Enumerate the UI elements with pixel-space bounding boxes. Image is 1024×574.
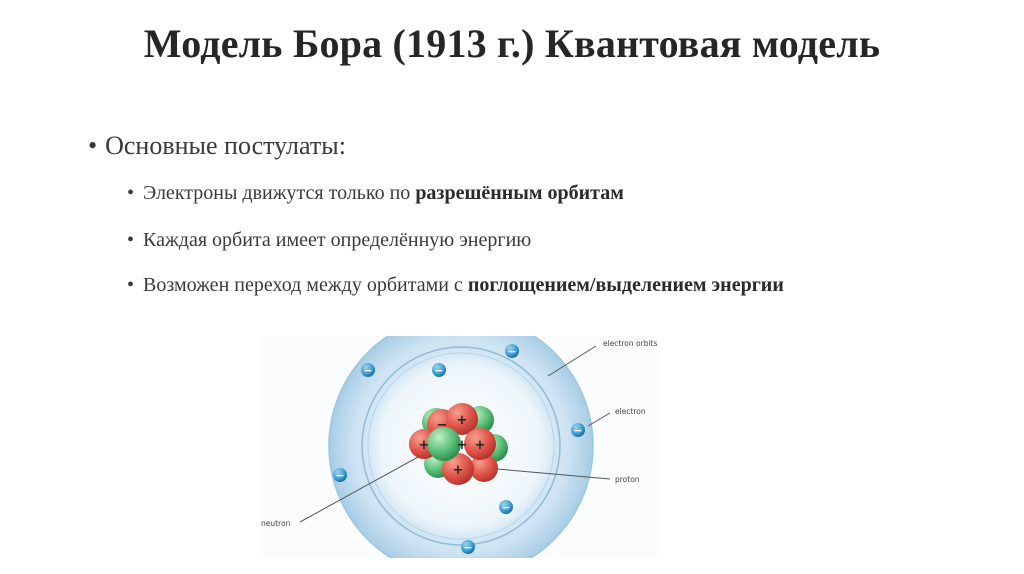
proton-sign: + <box>456 438 468 453</box>
bullet-main-text: Основные постулаты: <box>105 131 346 160</box>
electron-sign: − <box>463 541 473 554</box>
bullet-dot: • <box>127 182 135 204</box>
subpoint-3-text: Возможен переход между орбитами с <box>143 274 468 296</box>
electron-sign: − <box>501 501 511 514</box>
subpoint-1-bold: разрешённым орбитам <box>415 182 624 204</box>
electron-sign: − <box>335 469 345 482</box>
proton-sign: + <box>474 438 486 453</box>
subpoint-2-text: Каждая орбита имеет определённую энергию <box>143 229 532 251</box>
subpoint-1-text: Электроны движутся только по <box>143 182 416 204</box>
bullet-dot: • <box>127 229 135 251</box>
label-electron: electron <box>615 407 646 416</box>
subpoint-1 <box>127 182 624 205</box>
proton-sign: + <box>456 413 468 428</box>
slide-title: Модель Бора (1913 г.) Квантовая модель <box>143 21 881 66</box>
proton-sign: + <box>452 463 464 478</box>
electron-sign: − <box>363 364 373 377</box>
electron-sign: − <box>573 424 583 437</box>
label-electron-orbits: electron orbits <box>603 339 658 348</box>
electron-sign: − <box>507 345 517 358</box>
proton-sign: − <box>436 418 448 433</box>
bullet-main <box>88 131 346 161</box>
bohr-atom-diagram <box>258 336 658 558</box>
subpoint-3-bold: поглощением/выделением энергии <box>467 274 784 296</box>
bullet-dot: • <box>127 274 135 296</box>
proton-sign: + <box>418 438 430 453</box>
subpoint-2 <box>127 229 531 252</box>
bullet-dot: • <box>88 131 98 160</box>
subpoint-3 <box>127 274 784 297</box>
electron-sign: − <box>434 364 444 377</box>
label-proton: proton <box>615 475 640 484</box>
label-neutron: neutron <box>261 519 291 528</box>
